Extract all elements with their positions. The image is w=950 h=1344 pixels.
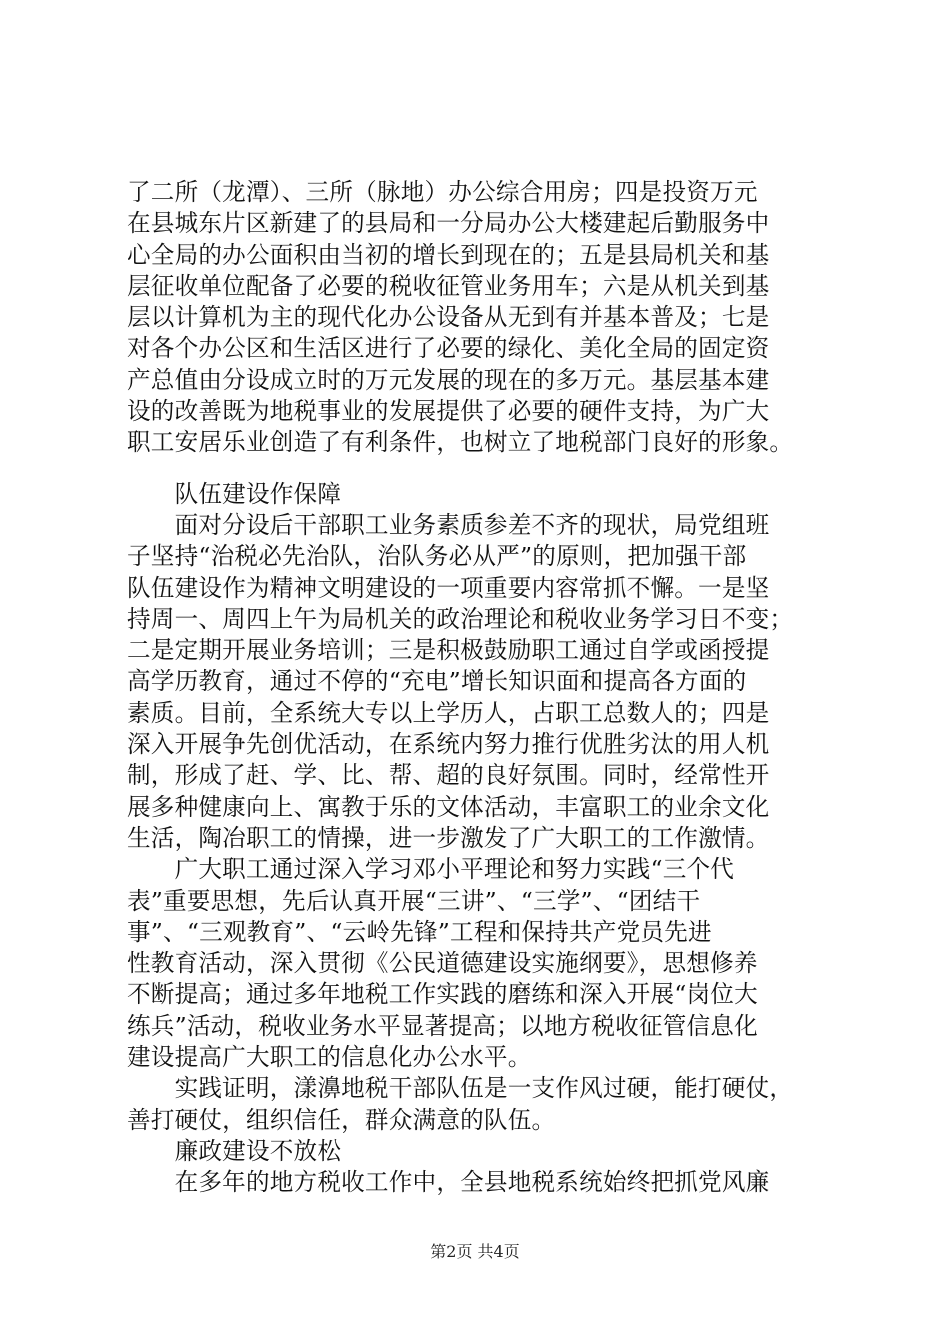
text-line: 层以计算机为主的现代化办公设备从无到有并基本普及；七是 <box>127 303 770 332</box>
text-line: 职工安居乐业创造了有利条件，也树立了地税部门良好的形象。 <box>127 428 794 457</box>
text-line: 素质。目前，全系统大专以上学历人，占职工总数人的；四是 <box>127 698 770 727</box>
text-line: 设的改善既为地税事业的发展提供了必要的硬件支持，为广大 <box>127 397 770 426</box>
text-line: 实践证明，漾濞地税干部队伍是一支作风过硬，能打硬仗， <box>127 1074 794 1103</box>
text-line: 队伍建设作为精神文明建设的一项重要内容常抓不懈。一是坚 <box>127 573 770 602</box>
text-line: 在多年的地方税收工作中，全县地税系统始终把抓党风廉 <box>127 1168 770 1197</box>
document-body <box>127 177 827 1199</box>
text-line: 深入开展争先创优活动，在系统内努力推行优胜劣汰的用人机 <box>127 730 770 759</box>
text-line: 持周一、周四上午为局机关的政治理论和税收业务学习日不变； <box>127 604 794 633</box>
section-heading-integrity: 廉政建设不放松 <box>127 1136 342 1165</box>
text-line: 高学历教育，通过不停的“充电”增长知识面和提高各方面的 <box>127 667 747 696</box>
text-line: 不断提高；通过多年地税工作实践的磨练和深入开展“岗位大 <box>127 980 758 1009</box>
paragraph-gap <box>127 459 827 479</box>
text-line: 建设提高广大职工的信息化办公水平。 <box>127 1043 532 1072</box>
text-line: 层征收单位配备了必要的税收征管业务用车；六是从机关到基 <box>127 271 770 300</box>
text-line: 心全局的办公面积由当初的增长到现在的；五是县局机关和基 <box>127 240 770 269</box>
text-line: 制，形成了赶、学、比、帮、超的良好氛围。同时，经常性开 <box>127 761 770 790</box>
text-line: 事”、“三观教育”、“云岭先锋”工程和保持共产党员先进 <box>127 917 712 946</box>
section-heading-team-building: 队伍建设作保障 <box>127 479 342 508</box>
text-line: 对各个办公区和生活区进行了必要的绿化、美化全局的固定资 <box>127 334 770 363</box>
text-line: 子坚持“治税必先治队，治队务必从严”的原则，把加强干部 <box>127 542 747 571</box>
text-line: 性教育活动，深入贯彻《公民道德建设实施纲要》，思想修养 <box>127 949 758 978</box>
text-line: 善打硬仗，组织信任，群众满意的队伍。 <box>127 1105 556 1134</box>
text-line: 展多种健康向上、寓教于乐的文体活动，丰富职工的业余文化 <box>127 792 770 821</box>
text-line: 面对分设后干部职工业务素质参差不齐的现状，局党组班 <box>127 510 770 539</box>
text-line: 生活，陶冶职工的情操，进一步激发了广大职工的工作激情。 <box>127 823 770 852</box>
text-line: 在县城东片区新建了的县局和一分局办公大楼建起后勤服务中 <box>127 209 770 238</box>
text-line: 练兵”活动，税收业务水平显著提高；以地方税收征管信息化 <box>127 1011 758 1040</box>
page-footer: 第2页 共4页 <box>430 1242 520 1261</box>
text-line: 表”重要思想，先后认真开展“三讲”、“三学”、“团结干 <box>127 886 701 915</box>
text-line: 广大职工通过深入学习邓小平理论和努力实践“三个代 <box>127 855 735 884</box>
text-line: 二是定期开展业务培训；三是积极鼓励职工通过自学或函授提 <box>127 636 770 665</box>
text-line: 产总值由分设成立时的万元发展的现在的多万元。基层基本建 <box>127 365 770 394</box>
text-line: 了二所（龙潭）、三所（脉地）办公综合用房；四是投资万元 <box>127 178 758 206</box>
